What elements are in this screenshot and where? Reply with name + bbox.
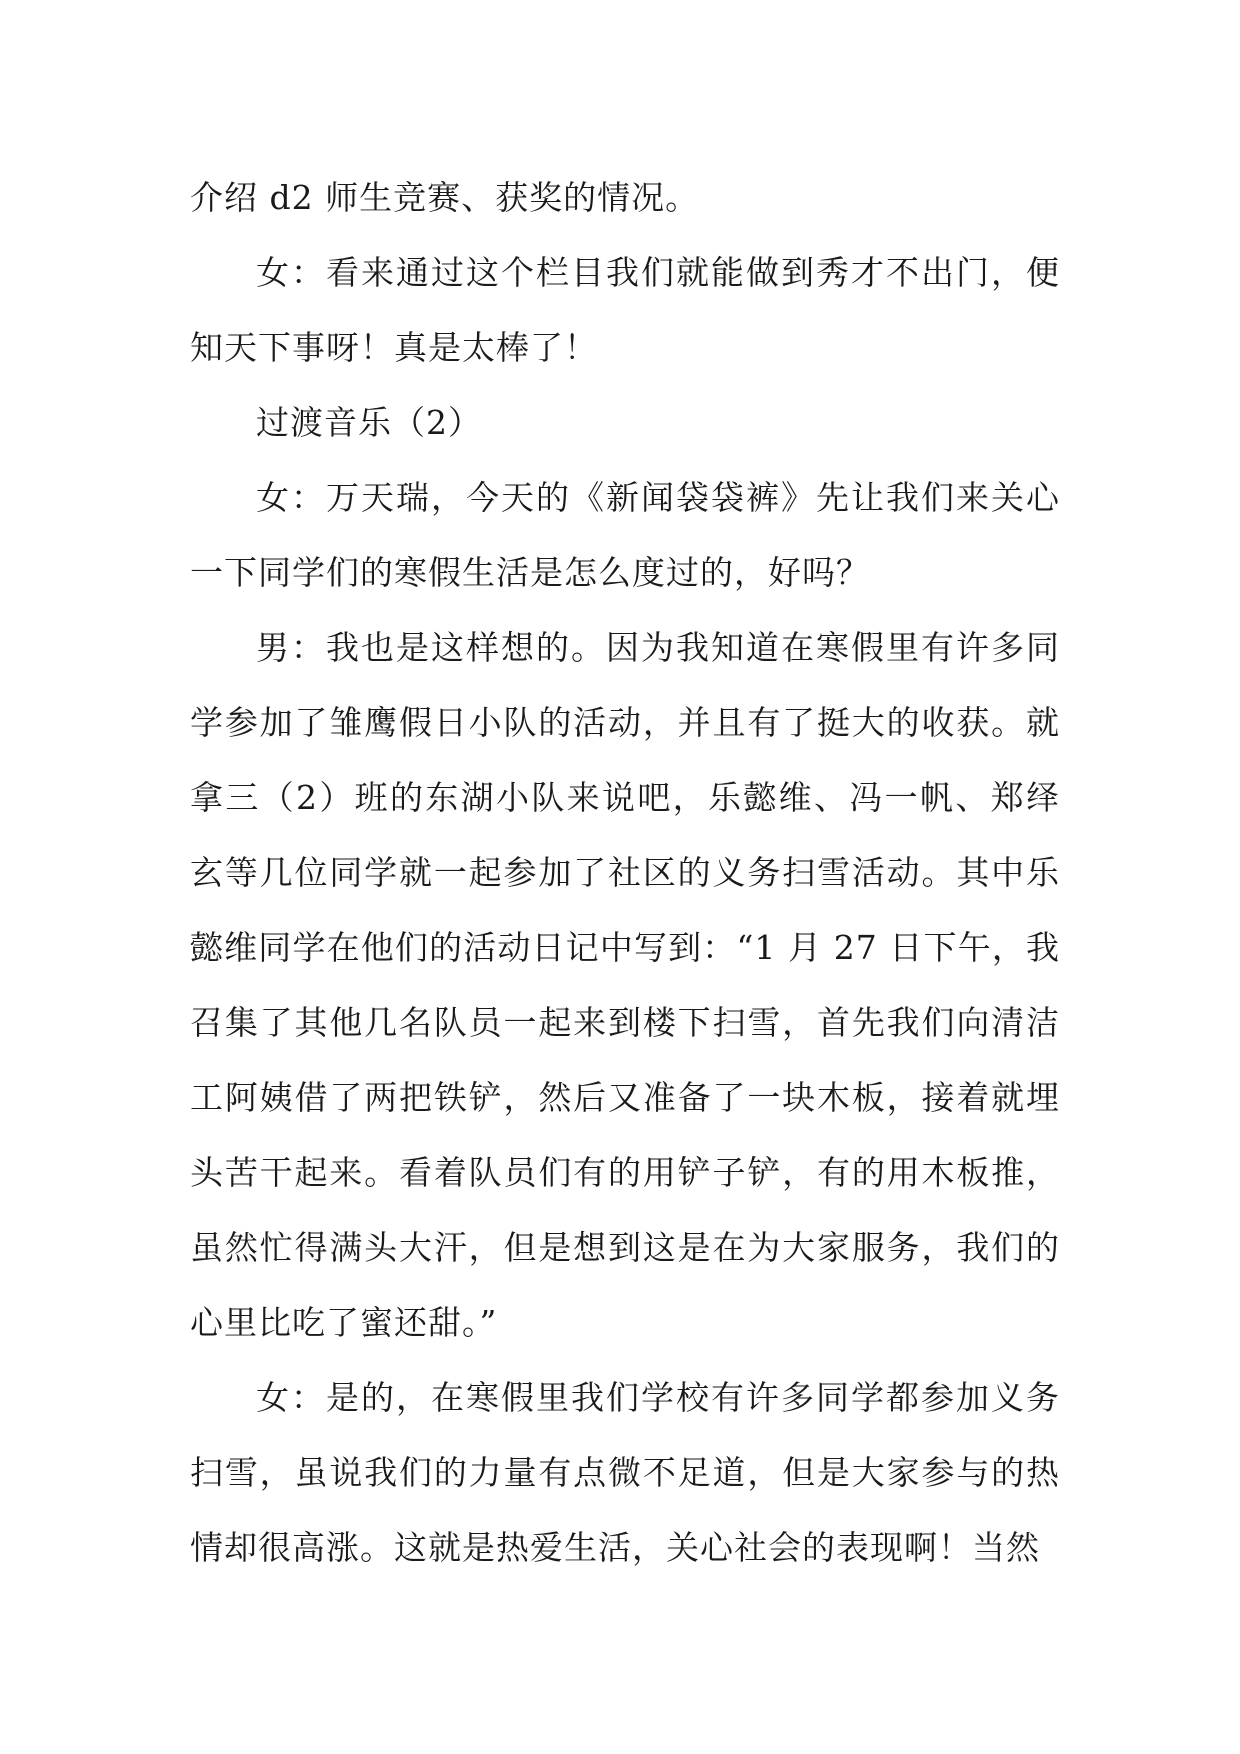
document-body (190, 160, 1060, 1585)
paragraph-6: 女：是的，在寒假里我们学校有许多同学都参加义务扫雪，虽说我们的力量有点微不足道，但是大家参与的热情却很高涨。这就是热爱生活，关心社会的表现啊！当然 (190, 1378, 1060, 1567)
paragraph-2: 女：看来通过这个栏目我们就能做到秀才不出门，便知天下事呀！真是太棒了！ (190, 253, 1060, 367)
paragraph-4: 女：万天瑞，今天的《新闻袋袋裤》先让我们来关心一下同学们的寒假生活是怎么度过的，好吗？ (190, 478, 1060, 592)
paragraph-1: 介绍 d2 师生竞赛、获奖的情况。 (190, 178, 700, 217)
paragraph-3: 过渡音乐（2） (256, 403, 482, 442)
paragraph-5: 男：我也是这样想的。因为我知道在寒假里有许多同学参加了雏鹰假日小队的活动，并且有了挺大的收获。就拿三（2）班的东湖小队来说吧，乐懿维、冯一帆、郑绎玄等几位同学就一起参加了社区的义务扫雪活动。其中乐懿维同学在他们的活动日记中写到：“1 月 27 日下午，我召集了其他几名队员一起来到楼下扫雪，首先我们向清洁工阿姨借了两把铁铲，然后又准备了一块木板，接着就埋头苦干起来。看着队员们有的用铲子铲，有的用木板推，虽然忙得满头大汗，但是想到这是在为大家服务，我们的心里比吃了蜜还甜。” (190, 628, 1060, 1342)
